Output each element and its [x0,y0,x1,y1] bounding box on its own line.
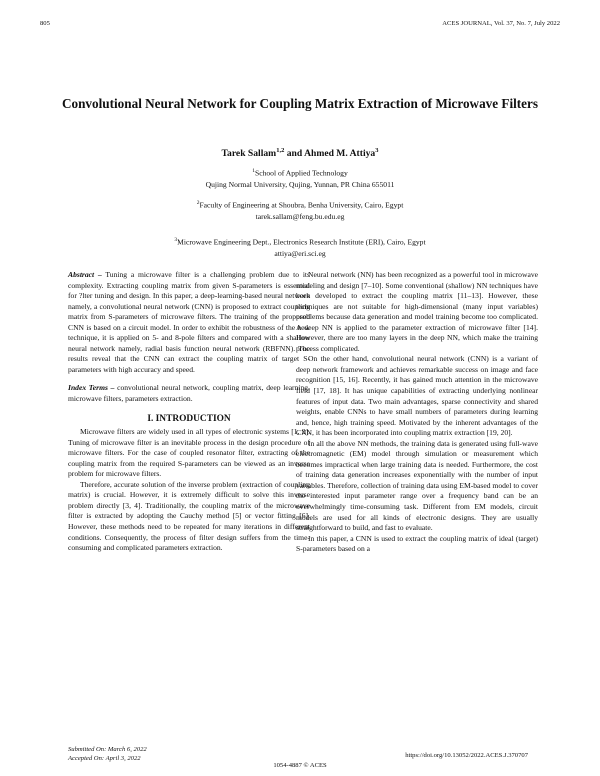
submitted-date: Submitted On: March 6, 2022 [68,746,147,753]
left-column [68,270,310,554]
accepted-date: Accepted On: April 3, 2022 [68,755,141,762]
affiliation-email: tarek.sallam@feng.bu.edu.eg [255,211,345,221]
issn-copyright: 1054-4887 © ACES [273,762,327,769]
submission-dates [68,745,147,763]
abstract-text: Tuning a microwave filter is a challenging problem due to its complexity. Extracting coupling matrix from given S-parameters is essential for ?lter tuning and design. In this paper, a deep-learning-based neural network namely, a convolutional neural network (CNN) is proposed to extract coupling matrix from S-parameters of microwave filters. The training of the proposed CNN is based on a circuit model. In order to exhibit the robustness of the new technique, it is applied on 5- and 8-pole filters and compared with a shallow neural network namely, radial basis function neural network (RBFNN). The results reveal that the CNN can extract the coupling matrix of target S-parameters with high accuracy and speed. [68,270,310,374]
paper-title: Convolutional Neural Network for Coupling Matrix Extraction of Microwave Filters [61,96,539,111]
affiliation-line: Qujing Normal University, Qujing, Yunnan, PR China 655011 [205,179,395,189]
abstract-label: Abstract – [68,270,102,279]
author-name: Ahmed M. Attiya [304,148,376,160]
paragraph: In all the above NN methods, the training data is generated using full-wave electromagnetic (EM) model through simulation or measurement which becomes impractical when large training data is needed. Furthermore, the cost of training data generation increases exponentially with the number of input variables. Therefore, collection of training data using EM-based model to cover the interested input parameter range over a frequency band can be an overwhelmingly time-consuming task. Different from EM models, circuit models are used for all kinds of electronic designs. They are usually straightforward to build, and fast to evaluate. [296,438,538,533]
index-terms-label: Index Terms – [68,383,115,393]
journal-header: ACES JOURNAL, Vol. 37, No. 7, July 2022 [442,20,560,27]
paragraph: In this paper, a CNN is used to extract the coupling matrix of ideal (target) S-parameters based on a [296,533,538,554]
affiliation-line: Microwave Engineering Dept., Electronics Research Institute (ERI), Cairo, Egypt [177,237,426,247]
affiliation-mark: 3 [174,237,178,243]
doi-link[interactable]: https://doi.org/10.13052/2022.ACES.J.370707 [405,752,528,759]
affiliation-email: attiya@eri.sci.eg [274,248,326,258]
affiliation-mark: 2 [196,200,200,206]
affiliation-line: School of Applied Technology [254,168,348,178]
abstract [68,270,310,375]
paragraph: Neural network (NN) has been recognized as a powerful tool in microwave modeling and design [7–10]. Some conventional (shallow) NN techniques have been developed to extract the coupling matrix [11–13]. However, these techniques are not suitable for high-dimensional (many input variables) problems because data generation and model training become too complicated. A deep NN is applied to the parameter extraction of microwave filter [14]. However, there are too many layers in the deep NN, which make the training process complicated. [296,270,538,353]
index-terms [68,383,310,404]
paragraph: Therefore, accurate solution of the inverse problem (extraction of coupling matrix) is crucial. However, it is extremely difficult to solve this inverse problem directly [3, 4]. Traditionally, the coupling matrix of the microwave filter is extracted by adopting the Cauchy method [5] or vector fitting [6]. However, these methods need to be repeated for many iterations in different conditions. Consequently, the process of filter design suffers from the time-consuming and complicated parameters extraction. [68,479,310,553]
affiliation-line: Faculty of Engineering at Shoubra, Benha University, Cairo, Egypt [199,200,404,210]
affiliation-mark: 1 [252,168,255,174]
paragraph: Microwave filters are widely used in all types of electronic systems [1, 2]. Tuning of microwave filter is an inevitable process in the design procedure of microwave filters. For the case of coupled resonator filter, extracting of the coupling matrix from the required S-parameters can be viewed as an inverse problem for microwave filters. [68,427,310,479]
page-number: 805 [40,20,50,27]
affiliation-1 [0,166,600,190]
right-column [296,270,538,555]
author-name: Tarek Sallam [221,148,277,160]
affiliation-3 [0,235,600,259]
section-heading: I. INTRODUCTION [147,413,231,424]
paragraph: On the other hand, convolutional neural network (CNN) is a variant of deep network framework and achieves remarkable success on image and face recognition [15, 16]. Recently, it has gained much attention in the microwave field [17, 18]. It has unique capabilities of extracting underlying nonlinear features of input data. Two main advantages, sparse connectivity and shared weights, enable CNNs to have small numbers of parameters during learning and, hence, high training speed. Motivated by the inherent advantages of the CNN, it has been incorporated into coupling matrix extraction [19, 20]. [296,354,538,438]
author-line [0,147,600,159]
index-terms-text: convolutional neural network, coupling matrix, deep learning, microwave filters, parameters extraction. [68,383,310,404]
author-affiliation-mark: 3 [375,147,379,154]
affiliation-2 [0,198,600,222]
author-affiliation-mark: 1,2 [276,147,285,154]
author-conjunction: and [284,148,305,160]
